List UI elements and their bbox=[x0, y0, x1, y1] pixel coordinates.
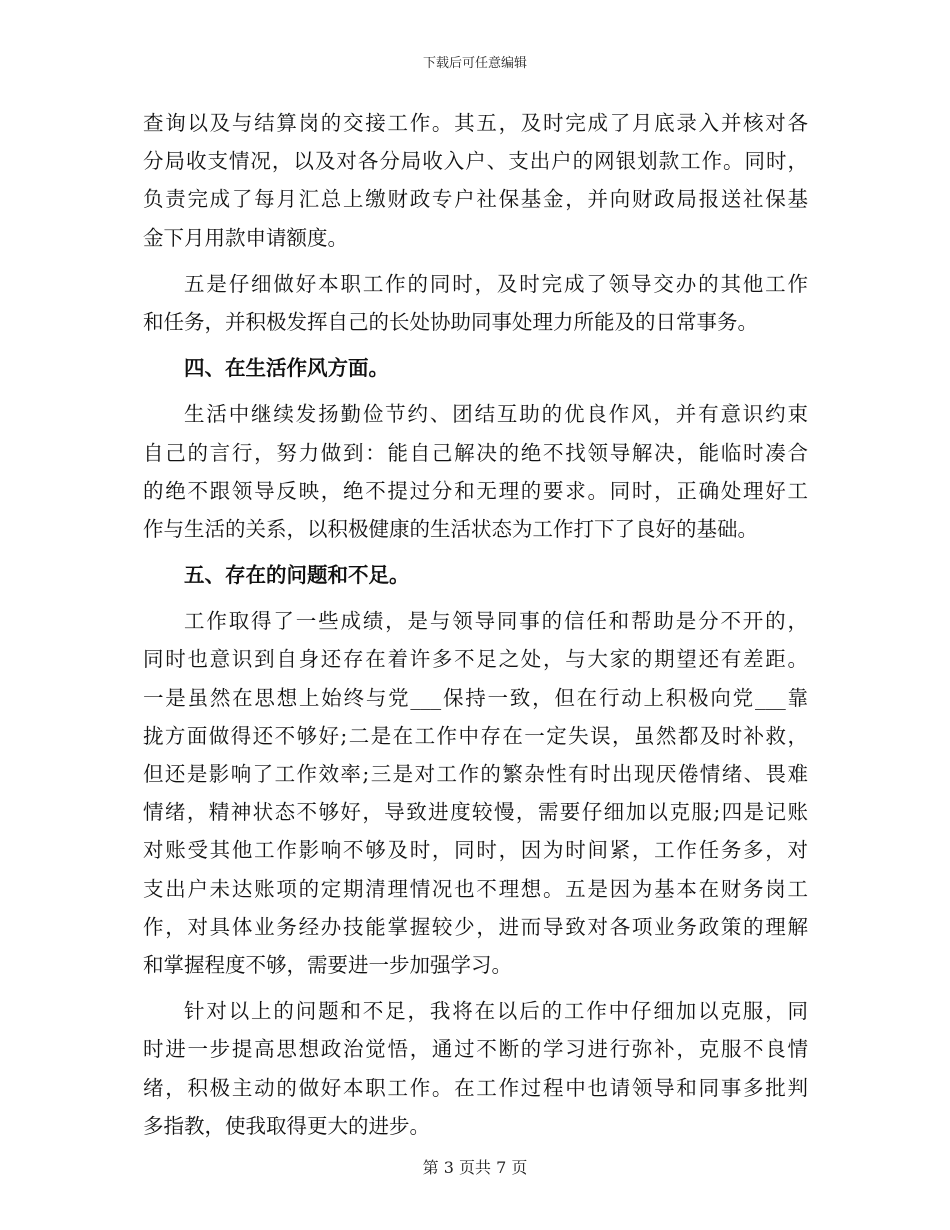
text-line: 五是仔细做好本职工作的同时，及时完成了领导交办的其他工作 bbox=[184, 271, 808, 296]
text-line: 负责完成了每月汇总上缴财政专户社保基金，并向财政局报送社保基 bbox=[143, 187, 808, 212]
text-line: 但还是影响了工作效率;三是对工作的繁杂性有时出现厌倦情绪、畏难 bbox=[143, 762, 808, 786]
text-line: 针对以上的问题和不足，我将在以后的工作中仔细加以克服，同 bbox=[184, 999, 808, 1024]
paragraph bbox=[143, 104, 808, 257]
page-header: 下载后可任意编辑 bbox=[422, 56, 527, 71]
text-line: 作，对具体业务经办技能掌握较少，进而导致对各项业务政策的理解 bbox=[143, 914, 808, 939]
text-line: 时进一步提高思想政治觉悟，通过不断的学习进行弥补，克服不良情 bbox=[143, 1037, 808, 1062]
heading-text: 五、存在的问题和不足。 bbox=[184, 563, 410, 588]
text-line: 查询以及与结算岗的交接工作。其五，及时完成了月底录入并核对各 bbox=[143, 111, 808, 135]
text-line: 对账受其他工作影响不够及时，同时，因为时间紧，工作任务多，对 bbox=[143, 838, 808, 863]
text-line: 分局收支情况，以及对各分局收入户、支出户的网银划款工作。同时， bbox=[143, 149, 808, 174]
text-line: 的绝不跟领导反映，绝不提过分和无理的要求。同时，正确处理好工 bbox=[143, 478, 808, 503]
text-line: 和任务，并积极发挥自己的长处协助同事处理力所能及的日常事务。 bbox=[143, 309, 758, 334]
text-line: 支出户未达账项的定期清理情况也不理想。五是因为基本在财务岗工 bbox=[143, 876, 808, 901]
text-line: 生活中继续发扬勤俭节约、团结互助的优良作风，并有意识约束 bbox=[184, 402, 808, 427]
text-line: 工作取得了一些成绩，是与领导同事的信任和帮助是分不开的， bbox=[184, 609, 808, 634]
document-body bbox=[143, 104, 808, 1145]
paragraph bbox=[143, 395, 808, 548]
text-line: 作与生活的关系，以积极健康的生活状态为工作打下了良好的基础。 bbox=[143, 516, 758, 541]
text-line: 情绪，精神状态不够好，导致进度较慢，需要仔细加以克服;四是记账 bbox=[143, 800, 808, 825]
section-heading bbox=[143, 349, 808, 387]
paragraph bbox=[143, 602, 808, 984]
text-line: 金下月用款申请额度。 bbox=[143, 225, 348, 250]
text-line: 一是虽然在思想上始终与党___保持一致，但在行动上积极向党___靠 bbox=[143, 685, 808, 710]
text-line: 和掌握程度不够，需要进一步加强学习。 bbox=[143, 952, 512, 977]
heading-text: 四、在生活作风方面。 bbox=[184, 356, 389, 381]
text-line: 多指教，使我取得更大的进步。 bbox=[143, 1113, 430, 1138]
section-heading bbox=[143, 556, 808, 594]
text-line: 拢方面做得还不够好;二是在工作中存在一定失误，虽然都及时补救， bbox=[143, 723, 808, 748]
paragraph bbox=[143, 265, 808, 341]
text-line: 同时也意识到自身还存在着许多不足之处，与大家的期望还有差距。 bbox=[143, 647, 808, 672]
text-line: 自己的言行，努力做到：能自己解决的绝不找领导解决，能临时凑合 bbox=[143, 440, 808, 465]
text-line: 绪，积极主动的做好本职工作。在工作过程中也请领导和同事多批判 bbox=[143, 1075, 808, 1100]
page-number: 第 3 页共 7 页 bbox=[422, 1158, 528, 1177]
paragraph bbox=[143, 992, 808, 1145]
